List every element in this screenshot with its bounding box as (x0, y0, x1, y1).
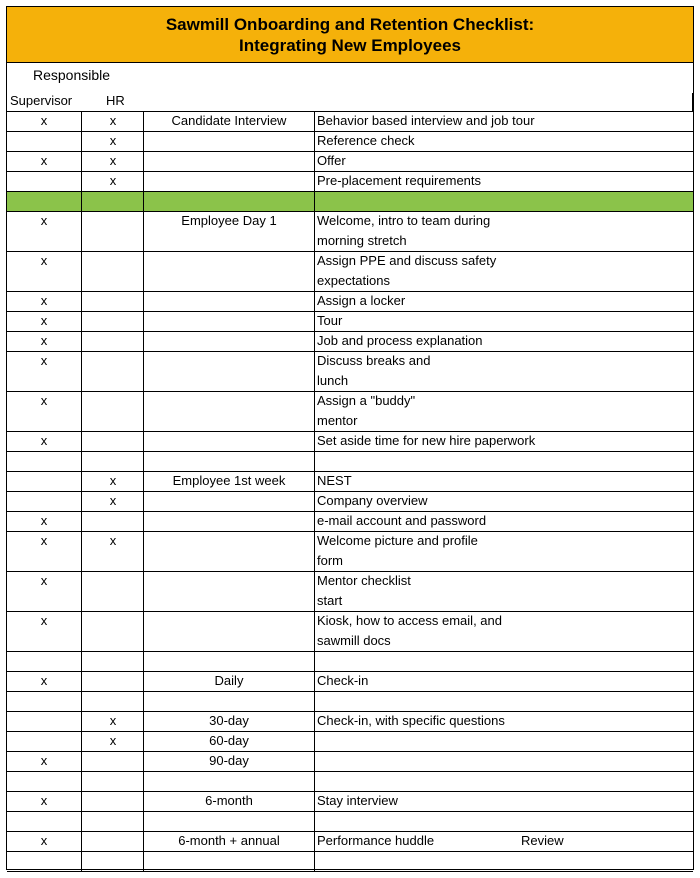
table-row (7, 691, 693, 711)
table-row (7, 291, 693, 311)
table-row (7, 491, 693, 511)
column-divider (314, 111, 315, 872)
activity-text: Assign PPE and discuss safety expectations (317, 253, 497, 288)
row-divider (7, 351, 693, 352)
supervisor-mark: x (40, 753, 48, 768)
activity-text: e-mail account and password (317, 513, 487, 528)
row-divider (7, 691, 693, 692)
table-row (7, 171, 693, 191)
column-divider (143, 111, 144, 872)
activity-text: Set aside time for new hire paperwork (317, 433, 536, 448)
supervisor-mark: x (40, 573, 48, 588)
table-row (7, 191, 693, 211)
supervisor-mark: x (40, 613, 48, 628)
row-divider (7, 131, 693, 132)
supervisor-mark: x (40, 113, 48, 128)
row-divider (7, 791, 693, 792)
table-row (7, 131, 693, 151)
row-divider (7, 291, 693, 292)
row-divider (7, 811, 693, 812)
row-divider (7, 171, 693, 172)
hr-mark: x (109, 713, 117, 728)
supervisor-mark: x (40, 793, 48, 808)
table-row (7, 351, 693, 391)
activity-text: Welcome, intro to team during morning stretch (317, 213, 491, 248)
table-row (7, 831, 693, 851)
supervisor-mark: x (40, 833, 48, 848)
table-row (7, 471, 693, 491)
supervisor-header: Supervisor (10, 93, 73, 108)
table-row (7, 111, 693, 131)
hr-header: HR (106, 93, 125, 108)
hr-mark: x (109, 173, 117, 188)
hr-mark: x (109, 113, 117, 128)
activity-text: Company overview (317, 493, 428, 508)
supervisor-mark: x (40, 393, 48, 408)
table-row (7, 451, 693, 471)
activity-text: Assign a locker (317, 293, 406, 308)
table-row (7, 671, 693, 691)
table-row (7, 211, 693, 251)
checklist-table (7, 111, 693, 872)
table-row (7, 391, 693, 431)
table-row (7, 531, 693, 571)
supervisor-mark: x (40, 293, 48, 308)
row-divider (7, 151, 693, 152)
supervisor-mark: x (40, 673, 48, 688)
activity-text: Performance huddle (317, 833, 435, 848)
activity-text: Job and process explanation (317, 333, 483, 348)
hr-mark: x (109, 533, 117, 548)
row-divider (7, 511, 693, 512)
hr-mark: x (109, 473, 117, 488)
stage-label: Candidate Interview (171, 113, 287, 128)
supervisor-mark: x (40, 253, 48, 268)
row-divider (7, 711, 693, 712)
supervisor-mark: x (40, 513, 48, 528)
row-divider (7, 771, 693, 772)
activity-text: Discuss breaks and lunch (317, 353, 431, 388)
table-row (7, 571, 693, 611)
row-divider (7, 111, 693, 112)
activity-text: Reference check (317, 133, 415, 148)
table-row (7, 791, 693, 811)
stage-label: 90-day (209, 753, 249, 768)
hr-mark: x (109, 153, 117, 168)
table-row (7, 151, 693, 171)
row-divider (7, 651, 693, 652)
row-divider (7, 331, 693, 332)
table-row (7, 751, 693, 771)
stage-label: 60-day (209, 733, 249, 748)
stage-label: 6-month (205, 793, 253, 808)
table-row (7, 611, 693, 651)
stage-label: 30-day (209, 713, 249, 728)
activity-text: Assign a "buddy" mentor (317, 393, 416, 428)
row-divider (7, 391, 693, 392)
row-divider (7, 671, 693, 672)
supervisor-mark: x (40, 433, 48, 448)
row-divider (7, 311, 693, 312)
stage-label: Employee 1st week (172, 473, 286, 488)
row-divider (7, 491, 693, 492)
column-divider (692, 93, 693, 111)
stage-label: Employee Day 1 (181, 213, 277, 228)
row-divider (7, 211, 693, 212)
activity-text: Check-in (317, 673, 369, 688)
review-label: Review (521, 833, 564, 848)
table-row (7, 731, 693, 751)
supervisor-mark: x (40, 313, 48, 328)
responsible-header: Responsible (33, 67, 111, 83)
row-divider (7, 831, 693, 832)
activity-text: Stay interview (317, 793, 398, 808)
row-divider (7, 751, 693, 752)
activity-text: Pre-placement requirements (317, 173, 482, 188)
table-row (7, 851, 693, 871)
hr-mark: x (109, 493, 117, 508)
table-row (7, 311, 693, 331)
table-row (7, 811, 693, 831)
table-row (7, 651, 693, 671)
row-divider (7, 471, 693, 472)
title-banner (7, 7, 693, 63)
row-divider (7, 871, 693, 872)
stage-label: Daily (214, 673, 244, 688)
row-divider (7, 851, 693, 852)
activity-text: Behavior based interview and job tour (317, 113, 535, 128)
supervisor-mark: x (40, 153, 48, 168)
table-row (7, 331, 693, 351)
table-row (7, 511, 693, 531)
table-row (7, 771, 693, 791)
row-divider (7, 431, 693, 432)
table-row (7, 431, 693, 451)
row-divider (7, 531, 693, 532)
supervisor-mark: x (40, 353, 48, 368)
row-divider (7, 731, 693, 732)
row-divider (7, 571, 693, 572)
supervisor-mark: x (40, 213, 48, 228)
activity-text: Offer (317, 153, 346, 168)
supervisor-mark: x (40, 333, 48, 348)
row-divider (7, 611, 693, 612)
hr-mark: x (109, 133, 117, 148)
table-row (7, 251, 693, 291)
table-row (7, 711, 693, 731)
activity-text: Check-in, with specific questions (317, 713, 505, 728)
row-divider (7, 451, 693, 452)
stage-label: 6-month + annual (178, 833, 280, 848)
supervisor-mark: x (40, 533, 48, 548)
row-divider (7, 191, 693, 192)
title-line-1: Sawmill Onboarding and Retention Checklist: (165, 14, 535, 34)
column-divider (81, 111, 82, 872)
checklist-sheet (6, 6, 694, 870)
title-line-2: Integrating New Employees (239, 35, 461, 55)
activity-text: Welcome picture and profile form (317, 533, 478, 568)
row-divider (7, 251, 693, 252)
hr-mark: x (109, 733, 117, 748)
activity-text: Tour (317, 313, 343, 328)
activity-text: Kiosk, how to access email, and sawmill docs (317, 613, 502, 648)
activity-text: Mentor checklist start (317, 573, 411, 608)
activity-text: NEST (317, 473, 352, 488)
